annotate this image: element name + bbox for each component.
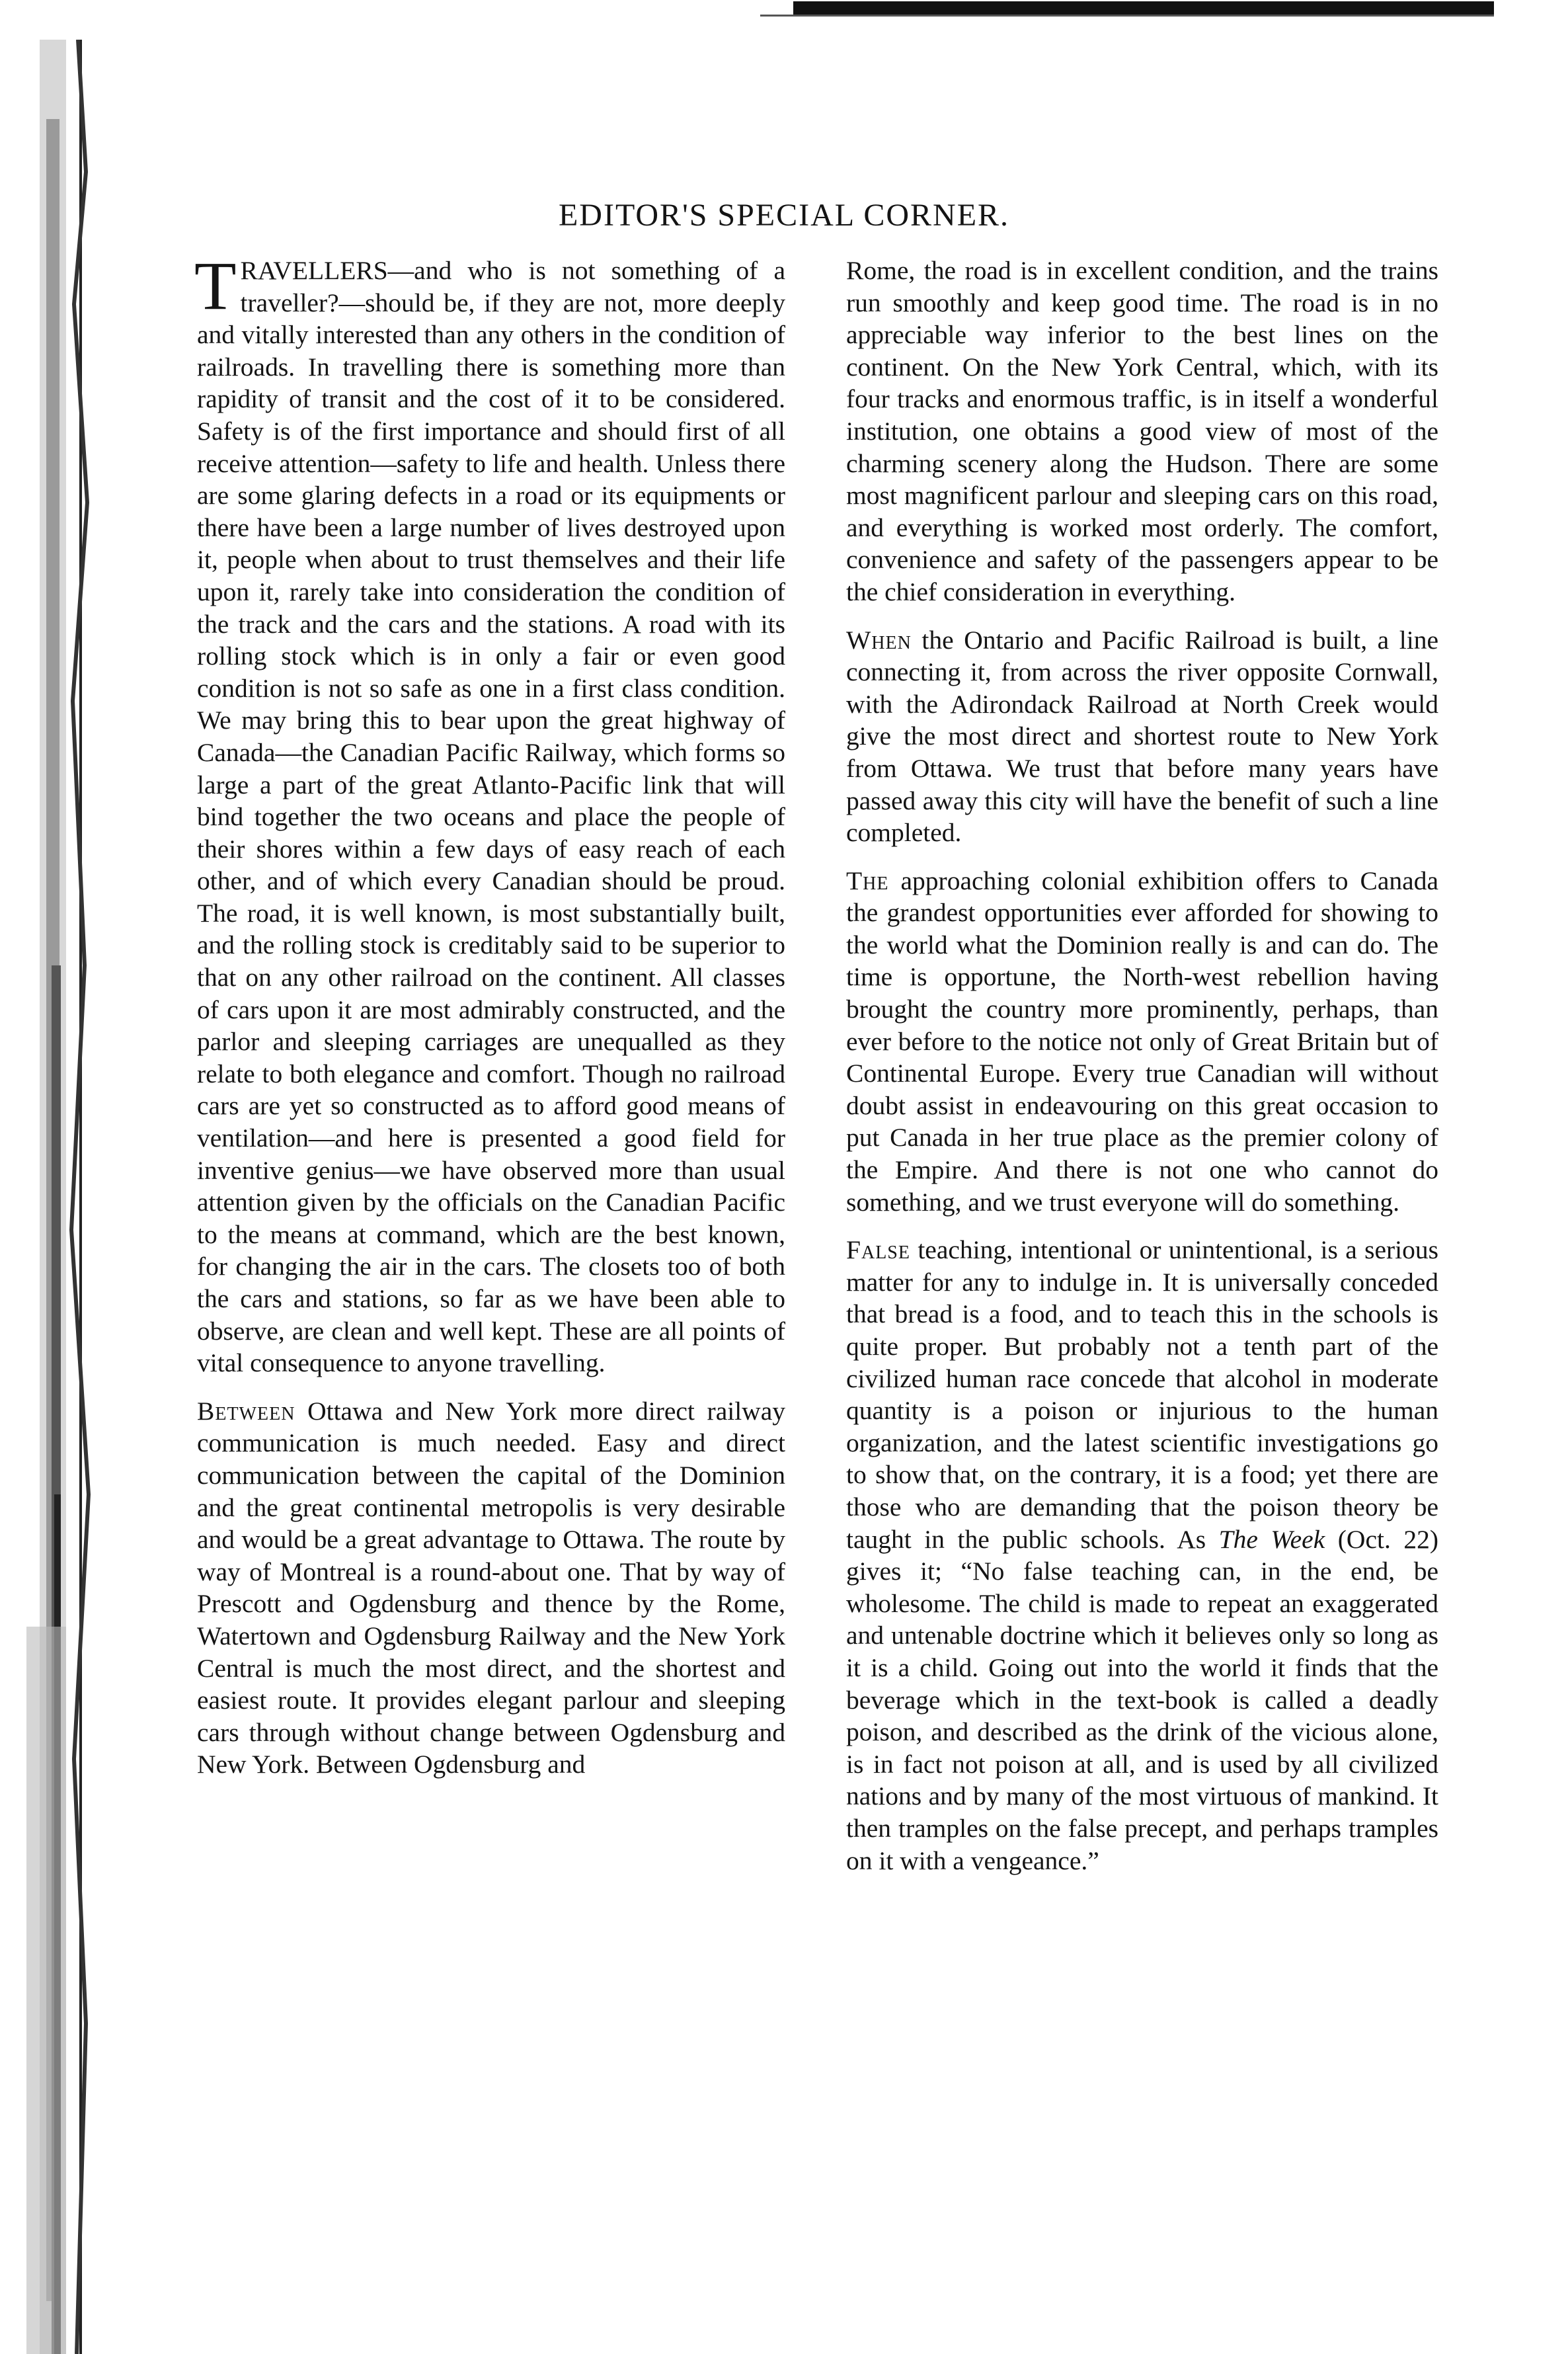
paragraph-text: Ottawa and New York more direct railway communication is much needed. Easy and direct communication between the capital of the Dominion and the great continental metropolis is very desirable and would be a great advantage to Ottawa. The route by way of Montreal is a round-about one. That by way of Prescott and Ogdensburg and thence by the Rome, Watertown and Ogdensburg Railway and the New York Central is much the most direct, and the shortest and easiest route. It provides elegant parlour and sleeping cars through without change between Ogdensburg and New York. Between Ogdensburg and xyxy=(197,1396,785,1779)
paragraph-lead: Between xyxy=(197,1396,295,1426)
paragraph-travellers xyxy=(194,248,785,1379)
publication-title: The Week xyxy=(1218,1524,1325,1554)
paragraph-text: (Oct. 22) gives it; “No false teaching can, in the end, be wholesome. The child is made to repeat an exaggerated and untenable doctrine which it believes only so long as it is a child. Going out into the world it finds that the beverage which in the text-book is called a deadly poison, and described as the drink of the vicious alone, is in fact not poison at all, and is used by all civilized nations and by many of the most virtuous of mankind. It then tramples on the false precept, and perhaps tramples on it with a vengeance.” xyxy=(846,1524,1438,1875)
paragraph-false xyxy=(846,1234,1438,1877)
section-title: EDITOR'S SPECIAL CORNER. xyxy=(558,198,1010,233)
paragraph-the xyxy=(846,865,1438,1219)
paragraph-text: the Ontario and Pacific Railroad is built, a line connecting it, from across the river opposite Cornwall, with the Adirondack Railroad at North Creek would give the most direct and shortest route to New York from Ottawa. We trust that before many years have passed away this city will have the benefit of such a line completed. xyxy=(846,625,1438,848)
drop-cap: T xyxy=(194,248,237,324)
top-rule xyxy=(793,1,1494,15)
paragraph-lead: The xyxy=(846,866,889,895)
paragraph-between xyxy=(197,1395,785,1781)
binding-edge-scan-artifact xyxy=(0,40,99,2354)
top-rule-thin xyxy=(760,15,1494,17)
paragraph-lead: False xyxy=(846,1235,910,1265)
left-column xyxy=(194,248,785,1797)
paragraph-when xyxy=(846,624,1438,849)
paragraph-text: approaching colonial exhibition offers to Canada the grandest opportunities ever afforded for showing to the world what the Dominion really is and can do. The time is opportune, the North-west rebellion having brought the country more prominently, perhaps, than ever before to the notice not only of Great Britain but of Continental Europe. Every true Canadian will without doubt assist in endeavouring on this great occasion to put Canada in her true place as the premier colony of the Empire. And there is not one who cannot do something, and we trust everyone will do something. xyxy=(846,866,1438,1217)
paragraph-lead: When xyxy=(846,625,912,655)
paragraph-continuation: Rome, the road is in excellent condition, and the trains run smoothly and keep good time. The road is in no appreciable way inferior to the best lines on the continent. On the New York Central, which, with its four tracks and enormous traffic, is in itself a wonderful institution, one obtains a good view of most of the charming scenery along the Hudson. There are some most magnificent parlour and sleeping cars on this road, and everything is worked most orderly. The comfort, convenience and safety of the passengers appear to be the chief consideration in everything. xyxy=(846,256,1438,606)
paragraph-text: teaching, intentional or unintentional, is a serious matter for any to indulge in. It is universally conceded that bread is a food, and to teach this in the schools is quite proper. But probably not a tenth part of the civilized human race concede that alcohol in moderate quantity is a poison or injurious to the human organization, and the latest scientific investigations go to show that, on the contrary, it is a food; yet there are those who are demanding that the poison theory be taught in the public schools. As xyxy=(846,1235,1438,1554)
paragraph-text: RAVELLERS—and who is not something of a traveller?—should be, if they are not, more deeply and vitally interested than any others in the condition of railroads. In travelling there is something more than rapidity of transit and the cost of it to be considered. Safety is of the first importance and should first of all receive attention—safety to life and health. Unless there are some glaring defects in a road or its equipments or there have been a large number of lives destroyed upon it, people when about to trust themselves and their life upon it, rarely take into consideration the condition of the track and the cars and the stations. A road with its rolling stock which is in only a fair or even good condition is not so safe as one in a first class condition. We may bring this to bear upon the great highway of Canada—the Canadian Pacific Railway, which forms so large a part of the great Atlanto-Pacific link that will bind together the two oceans and place the people of their shores within a few days of easy reach of each other, and of which every Canadian should be proud. The road, it is well known, is most substantially built, and the rolling stock is creditably said to be superior to that on any other railroad on the continent. All classes of cars upon it are most admirably constructed, and the parlor and sleeping carriages are unequalled as they relate to both elegance and comfort. Though no railroad cars are yet so constructed as to afford good means of ventilation—and here is presented a good field for inventive genius—we have observed more than usual attention given by the officials on the Canadian Pacific to the means at command, which are the best known, for changing the air in the cars. The closets too of both the cars and stations, so far as we have been able to observe, are clean and well kept. These are all points of vital consequence to anyone travelling. xyxy=(197,256,785,1378)
right-column xyxy=(846,255,1438,1892)
